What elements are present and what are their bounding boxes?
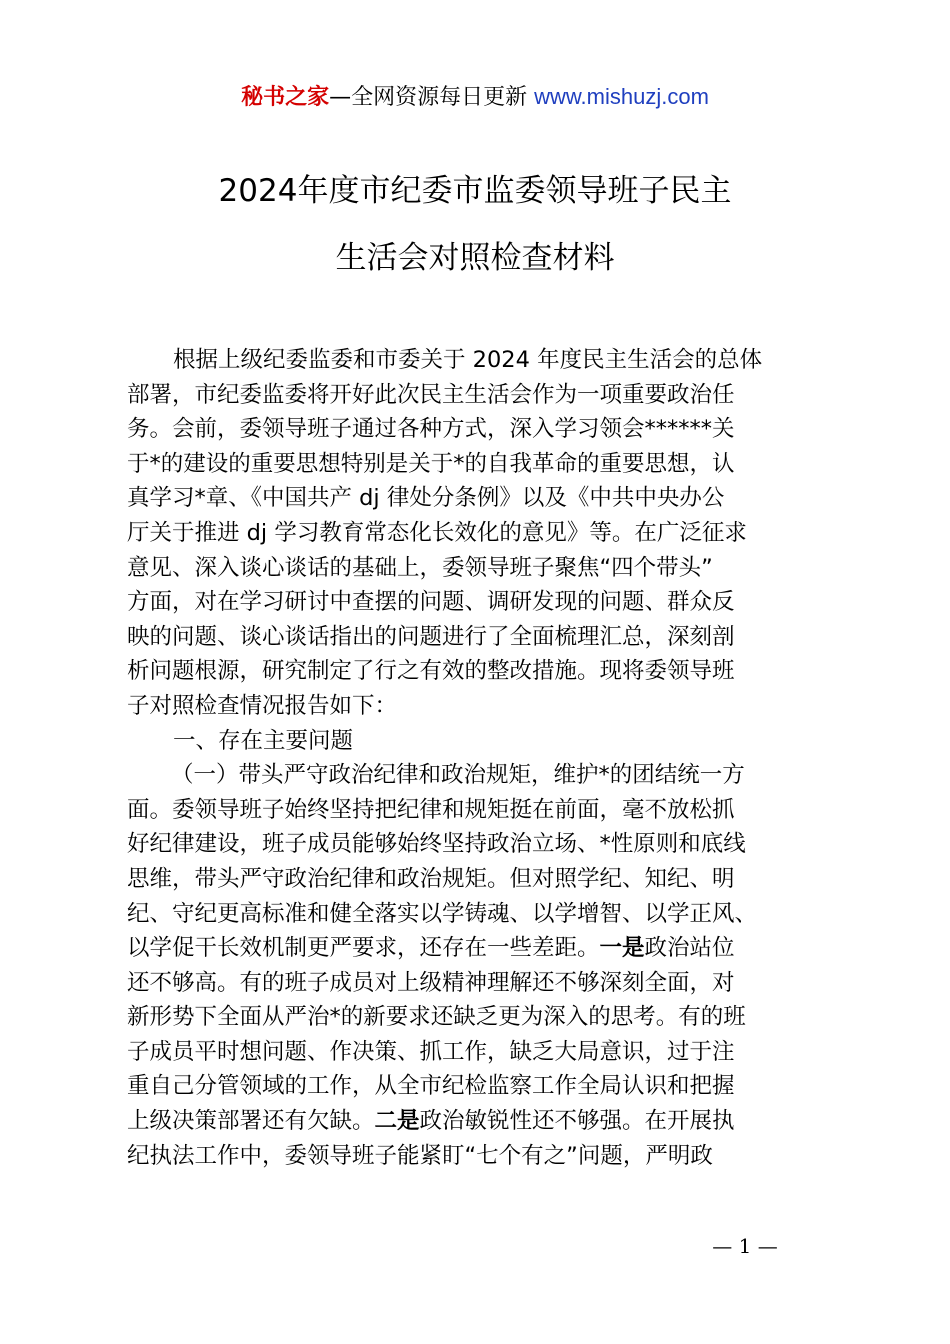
paragraph-line: 厅关于推进 dj 学习教育常态化长效化的意见》等。在广泛征求 [127,519,747,546]
paragraph-line: 思维，带头严守政治纪律和政治规矩。但对照学纪、知纪、明 [127,865,735,892]
paragraph-line: 务。会前，委领导班子通过各种方式，深入学习领会******关 [127,416,735,443]
text-run: 上级决策部署还有欠缺。 [127,1108,375,1135]
site-header [0,80,950,111]
section-heading: 一、存在主要问题 [173,727,354,754]
text-run: 以学促干长效机制更严要求，还存在一些差距。 [127,935,600,962]
paragraph-line: 真学习*章、《中国共产 dj 律处分条例》以及《中共中央办公 [127,485,725,512]
paragraph-line: 纪执法工作中，委领导班子能紧盯“七个有之”问题，严明政 [127,1142,713,1169]
page-number: — 1 — [712,1234,778,1258]
paragraph-line: 析问题根源，研究制定了行之有效的整改措施。现将委领导班 [127,658,735,685]
emphasis-first: 一是 [599,935,645,962]
paragraph-line: 意见、深入谈心谈话的基础上，委领导班子聚焦“四个带头” [127,554,713,581]
paragraph-line: 还不够高。有的班子成员对上级精神理解还不够深刻全面，对 [127,969,735,996]
site-tagline: —全网资源每日更新 [329,85,528,110]
site-url-link[interactable]: www.mishuzj.com [534,84,709,109]
paragraph-line [127,1104,827,1139]
emphasis-second: 二是 [374,1108,420,1135]
paragraph-line: 于*的建设的重要思想特别是关于*的自我革命的重要思想，认 [127,450,735,477]
site-brand: 秘书之家 [241,85,330,110]
document-body [127,343,827,1173]
text-run: 政治敏锐性还不够强。在开展执 [419,1108,735,1135]
paragraph-line: 方面，对在学习研讨中查摆的问题、调研发现的问题、群众反 [127,589,735,616]
paragraph-line: 根据上级纪委监委和市委关于 2024 年度民主生活会的总体 [173,347,763,373]
paragraph-line: 面。委领导班子始终坚持把纪律和规矩挺在前面，毫不放松抓 [127,796,735,823]
document-title-line-1: 2024年度市纪委市监委领导班子民主 [218,173,732,209]
paragraph-line: 部署，市纪委监委将开好此次民主生活会作为一项重要政治任 [127,381,735,408]
paragraph-line: 好纪律建设，班子成员能够始终坚持政治立场、*性原则和底线 [127,831,746,858]
paragraph-line: 纪、守纪更高标准和健全落实以学铸魂、以学增智、以学正风、 [127,900,758,927]
paragraph-line: 重自己分管领域的工作，从全市纪检监察工作全局认识和把握 [127,1073,735,1100]
paragraph-line: 子成员平时想问题、作决策、抓工作，缺乏大局意识，过于注 [127,1038,735,1065]
document-title-line-2: 生活会对照检查材料 [335,240,615,276]
paragraph-line: 子对照检查情况报告如下： [127,692,398,719]
paragraph-line: 新形势下全面从严治*的新要求还缺乏更为深入的思考。有的班 [127,1004,746,1031]
text-run: 政治站位 [644,935,735,962]
paragraph-line: 映的问题、谈心谈话指出的问题进行了全面梳理汇总，深刻剖 [127,623,735,650]
paragraph-line: （一）带头严守政治纪律和政治规矩，维护*的团结统一方 [171,762,745,789]
paragraph-line [127,931,827,966]
